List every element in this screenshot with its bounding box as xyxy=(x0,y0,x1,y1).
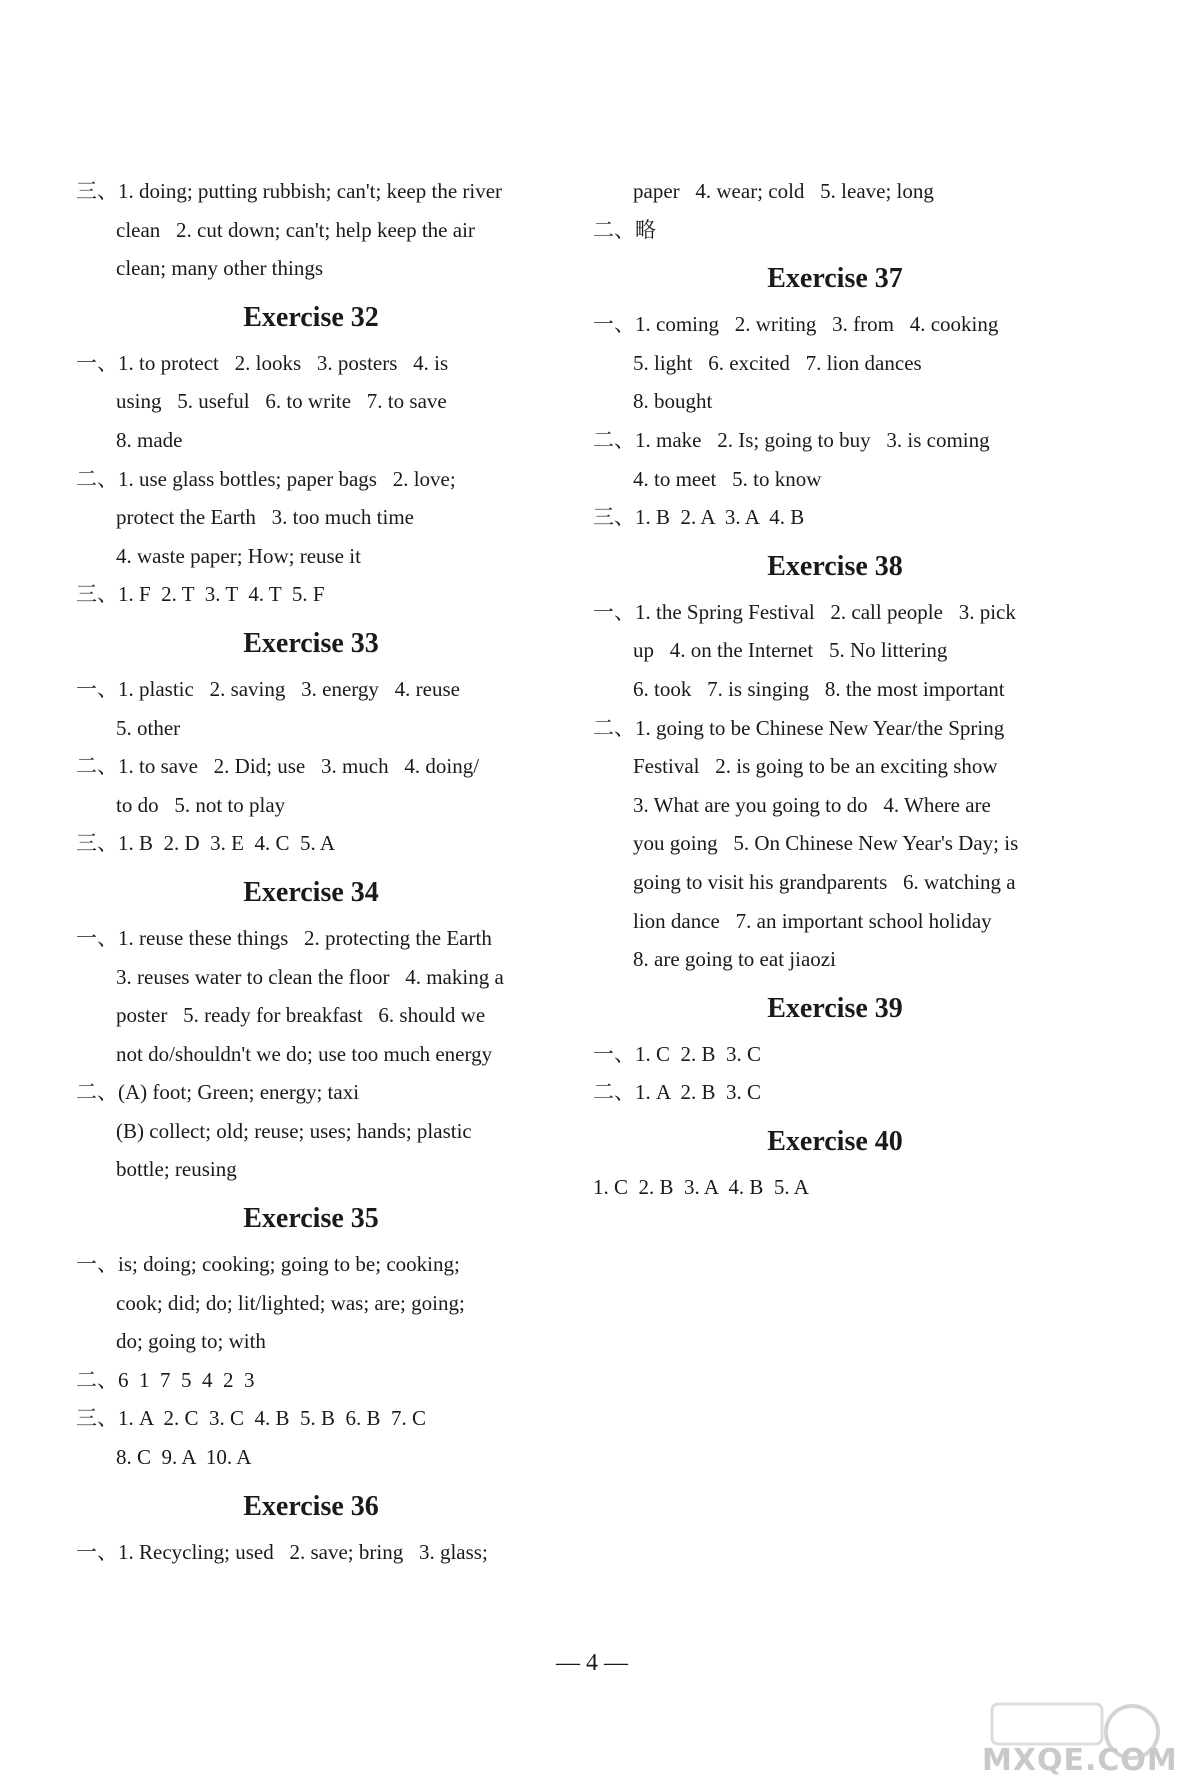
answer-line: paper 4. wear; cold 5. leave; long xyxy=(633,179,934,203)
answer-line: 三、1. B 2. A 3. A 4. B xyxy=(593,505,805,530)
exercise-heading: Exercise 32 xyxy=(243,301,379,333)
answer-line: poster 5. ready for breakfast 6. should we xyxy=(116,1003,486,1028)
watermark-logo xyxy=(972,1694,1178,1784)
answer-line: 一、1. reuse these things 2. protecting the Earth xyxy=(76,925,492,950)
answer-line: 一、is; doing; cooking; going to be; cooking; xyxy=(76,1252,460,1277)
answer-line: 4. waste paper; How; reuse it xyxy=(116,543,361,568)
answer-line: 8. made xyxy=(116,427,183,452)
answer-line: 4. to meet 5. to know xyxy=(633,466,822,491)
exercise-heading: Exercise 35 xyxy=(243,1203,379,1235)
answer-line: Festival 2. is going to be an exciting show xyxy=(633,754,998,779)
answer-line: up 4. on the Internet 5. No littering xyxy=(633,638,948,663)
answer-line: 三、1. A 2. C 3. C 4. B 5. B 6. B 7. C xyxy=(76,1406,427,1431)
left-column xyxy=(76,172,566,1571)
answer-line: using 5. useful 6. to write 7. to save xyxy=(116,389,447,414)
exercise-heading: Exercise 38 xyxy=(767,550,903,582)
answer-line: 5. other xyxy=(116,715,181,740)
answer-line: 二、略 xyxy=(593,217,656,242)
answer-line: (B) collect; old; reuse; uses; hands; plastic xyxy=(116,1118,472,1143)
answer-line: 二、1. A 2. B 3. C xyxy=(593,1080,762,1105)
answer-line: 二、6 1 7 5 4 2 3 xyxy=(76,1367,255,1392)
exercise-heading: Exercise 34 xyxy=(243,876,379,908)
answer-line: bottle; reusing xyxy=(116,1157,237,1182)
answer-line: you going 5. On Chinese New Year's Day; is xyxy=(633,831,1019,856)
exercise-heading: Exercise 39 xyxy=(767,992,903,1024)
exercise-heading: Exercise 36 xyxy=(243,1490,379,1522)
answer-line: 一、1. Recycling; used 2. save; bring 3. glass; xyxy=(76,1539,488,1564)
answer-line: do; going to; with xyxy=(116,1329,266,1354)
answer-line: 二、1. to save 2. Did; use 3. much 4. doing/ xyxy=(76,754,480,779)
right-column xyxy=(593,172,1089,1206)
answer-line: 二、1. going to be Chinese New Year/the Spring xyxy=(593,715,1005,740)
answer-line: lion dance 7. an important school holiday xyxy=(633,908,992,933)
answer-line: 1. C 2. B 3. A 4. B 5. A xyxy=(593,1174,809,1199)
answer-line: 8. bought xyxy=(633,389,713,414)
answer-line: 8. C 9. A 10. A xyxy=(116,1445,252,1470)
answer-line: 一、1. coming 2. writing 3. from 4. cooking xyxy=(593,312,999,337)
answer-line: to do 5. not to play xyxy=(116,792,286,817)
answer-line: going to visit his grandparents 6. watching a xyxy=(633,869,1016,894)
answer-line: protect the Earth 3. too much time xyxy=(116,505,414,530)
exercise-heading: Exercise 37 xyxy=(767,263,903,295)
answer-line: 8. are going to eat jiaozi xyxy=(633,947,836,972)
answer-line: 5. light 6. excited 7. lion dances xyxy=(633,350,922,375)
answer-line: clean 2. cut down; can't; help keep the air xyxy=(116,217,475,242)
watermark-text: MXQE.COM xyxy=(982,1743,1178,1778)
exercise-heading: Exercise 40 xyxy=(767,1125,903,1157)
answer-line: 二、(A) foot; Green; energy; taxi xyxy=(76,1080,360,1105)
answer-line: 三、1. doing; putting rubbish; can't; keep the river xyxy=(76,179,503,203)
answer-line: 一、1. plastic 2. saving 3. energy 4. reuse xyxy=(76,676,460,701)
answer-line: cook; did; do; lit/lighted; was; are; going; xyxy=(116,1290,465,1315)
exercise-heading: Exercise 33 xyxy=(243,627,379,659)
answer-line: not do/shouldn't we do; use too much energy xyxy=(116,1041,493,1066)
answer-line: 三、1. B 2. D 3. E 4. C 5. A xyxy=(76,831,336,856)
answer-line: 二、1. make 2. Is; going to buy 3. is coming xyxy=(593,427,990,452)
answer-line: 一、1. the Spring Festival 2. call people 3. pick xyxy=(593,599,1016,624)
answer-line: 3. reuses water to clean the floor 4. making a xyxy=(116,964,504,989)
answer-line: 一、1. C 2. B 3. C xyxy=(593,1041,762,1066)
answer-line: 二、1. use glass bottles; paper bags 2. love; xyxy=(76,466,456,491)
answer-line: 3. What are you going to do 4. Where are xyxy=(633,792,991,817)
answer-line: 三、1. F 2. T 3. T 4. T 5. F xyxy=(76,582,325,607)
page-number: — 4 — xyxy=(556,1650,628,1676)
answer-line: 一、1. to protect 2. looks 3. posters 4. is xyxy=(76,350,449,375)
answer-line: clean; many other things xyxy=(116,256,324,281)
answer-line: 6. took 7. is singing 8. the most important xyxy=(633,676,1005,701)
